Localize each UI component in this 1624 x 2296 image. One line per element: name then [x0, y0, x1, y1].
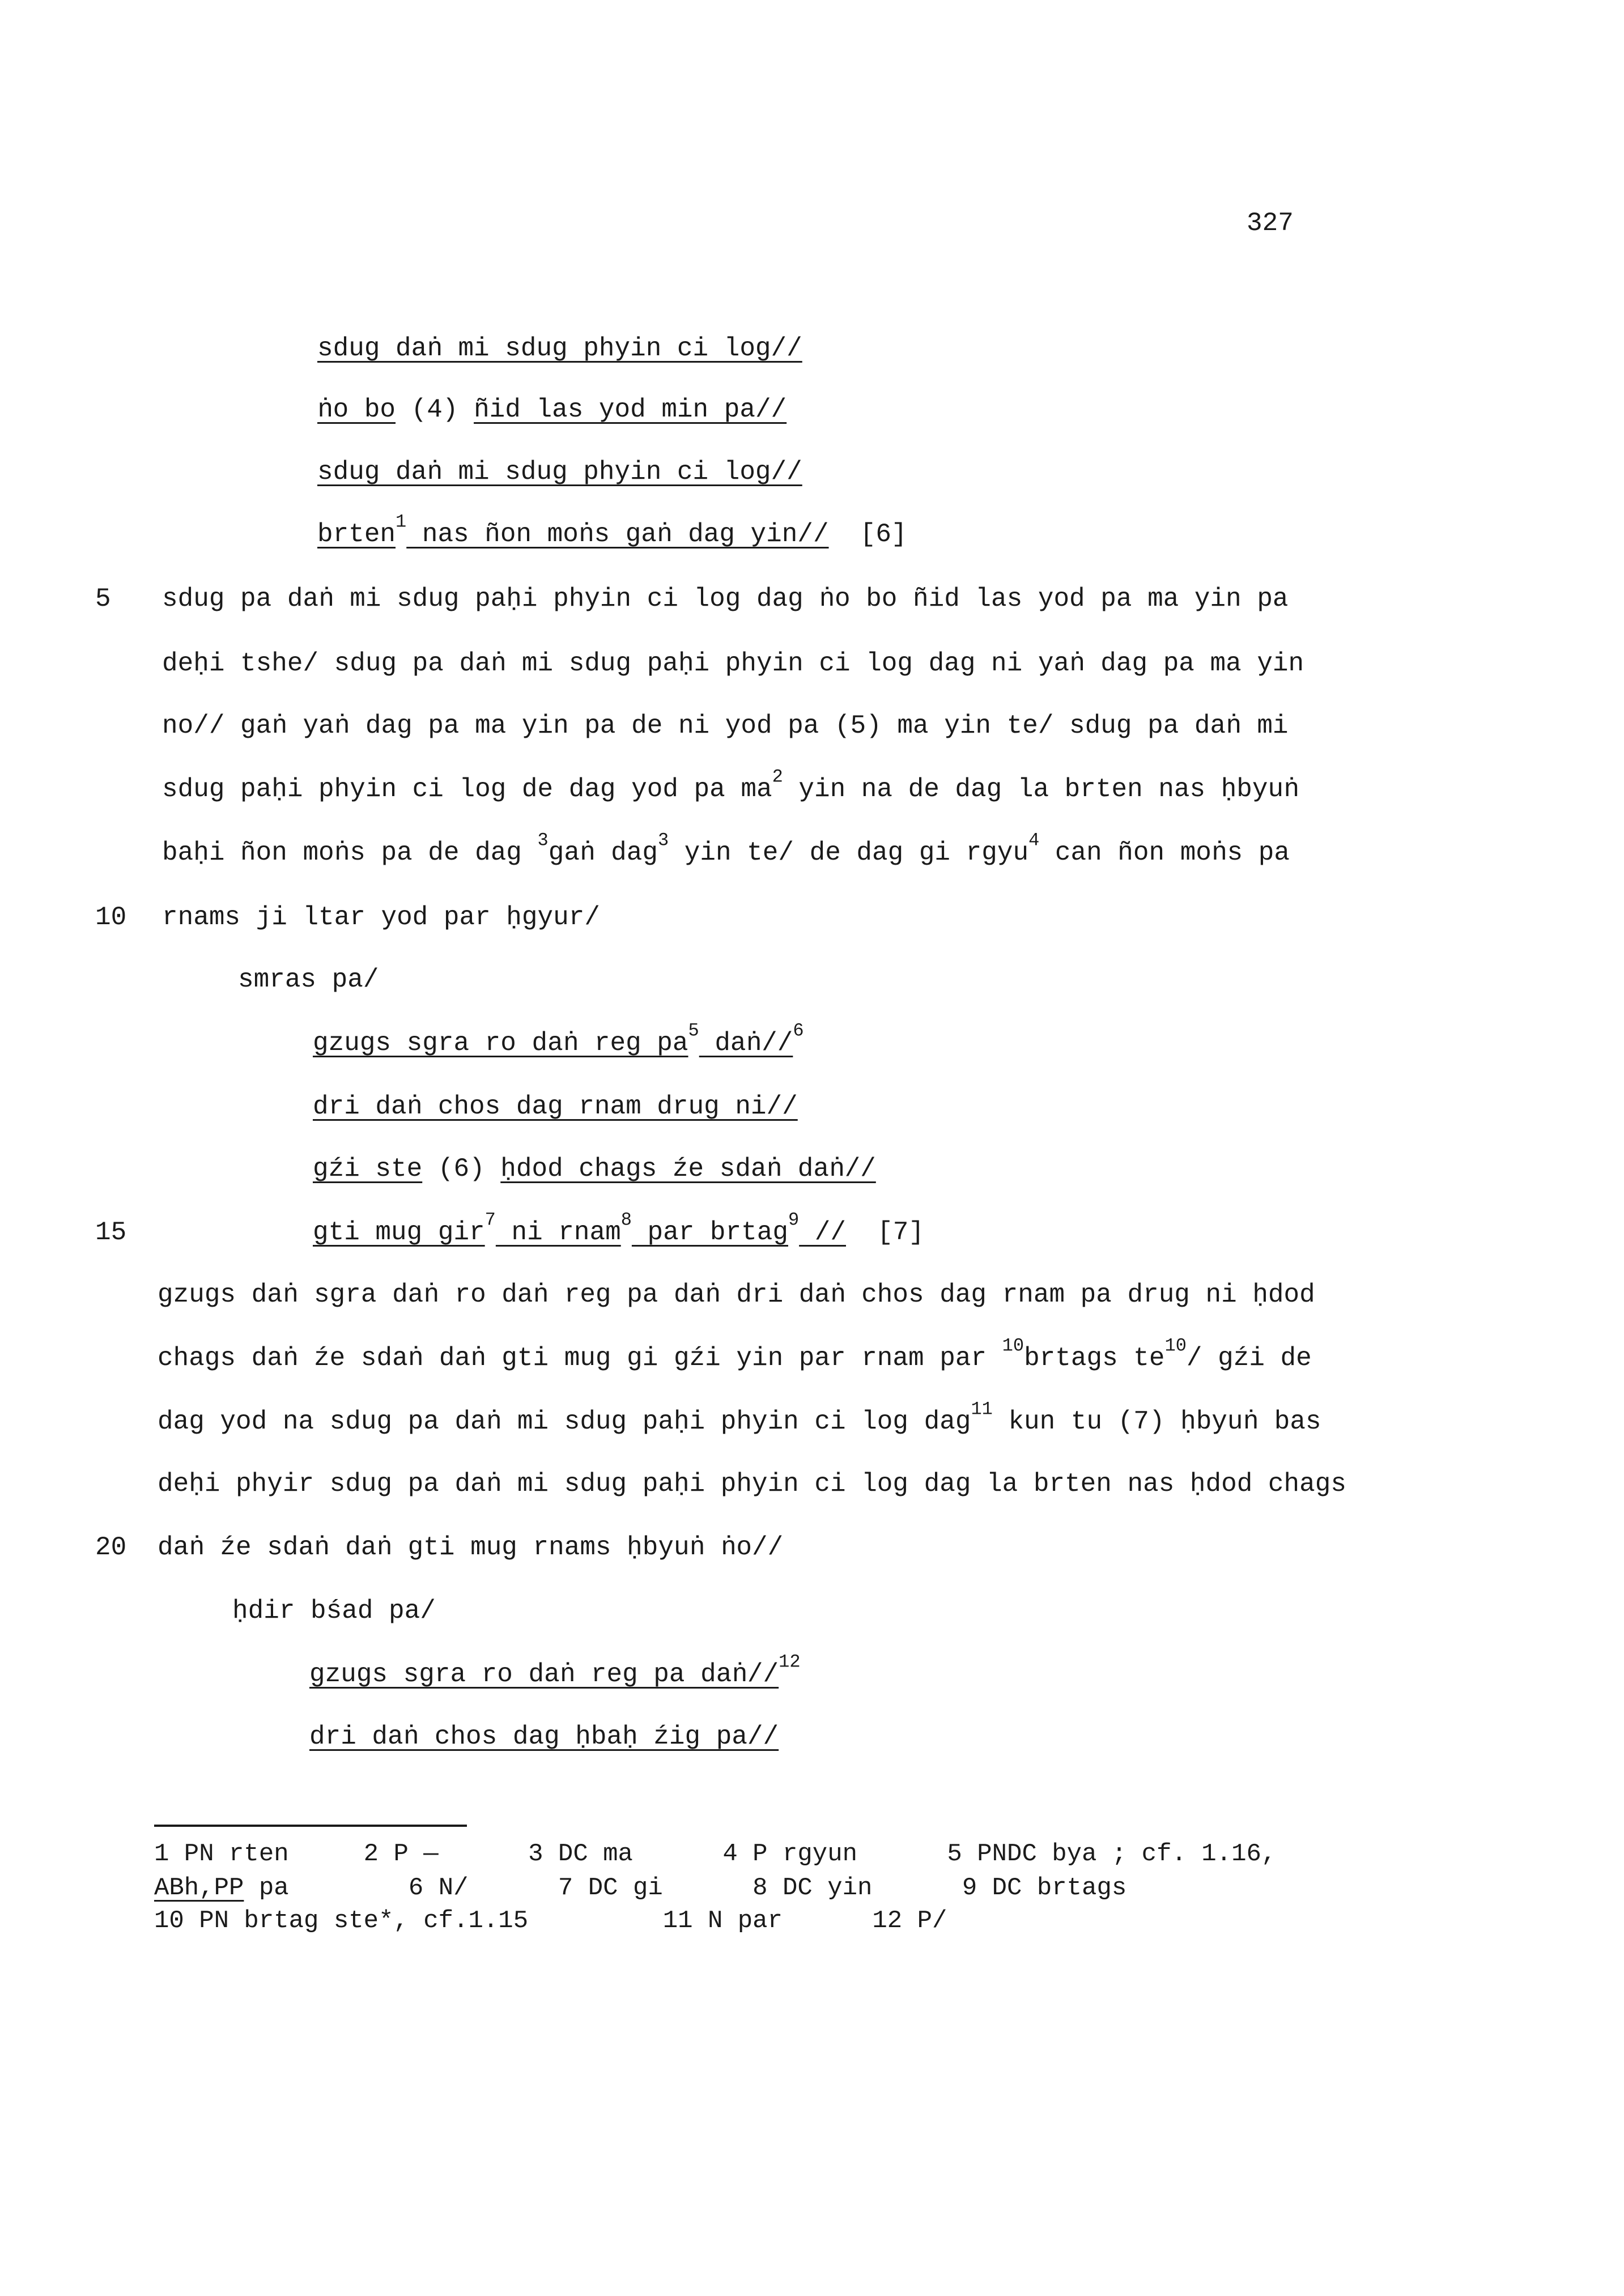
verse-line	[309, 1651, 801, 1689]
footnote-line	[154, 1908, 947, 1933]
text-segment: kun tu (7) ḥbyuṅ bas	[992, 1407, 1321, 1436]
prose-line	[158, 1471, 1346, 1497]
prose-line	[162, 713, 1289, 739]
text-segment: ABh,PP	[154, 1874, 244, 1902]
verse-line	[313, 1156, 876, 1182]
text-segment: daṅ//	[699, 1028, 793, 1058]
text-segment: 10 PN brtag ste*, cf.1.15 11 N par 12 P/	[154, 1907, 947, 1935]
text-segment: gzugs sgra ro daṅ reg pa	[313, 1028, 688, 1058]
section-heading: ḥdir bśad pa/	[232, 1596, 436, 1626]
text-segment: ḥdod chags źe sdaṅ daṅ//	[500, 1154, 876, 1184]
text-segment: dri daṅ chos dag rnam drug ni//	[313, 1092, 798, 1121]
verse-line	[317, 397, 787, 423]
text-segment: chags daṅ źe sdaṅ daṅ gti mug gi gźi yin par rnam par	[158, 1343, 1002, 1373]
footnote-line	[154, 1842, 1276, 1866]
text-segment: no// gaṅ yaṅ dag pa ma yin pa de ni yod pa (5) ma yin te/ sdug pa daṅ mi	[162, 711, 1289, 741]
footnote-marker: 11	[971, 1398, 993, 1420]
footnote-marker: 8	[620, 1209, 632, 1231]
text-segment: ṅo bo	[317, 395, 396, 424]
footnote-marker: 10	[1164, 1335, 1187, 1357]
text-segment: can ñon moṅs pa	[1039, 838, 1290, 868]
line-number: 5	[95, 584, 111, 614]
text-segment: rnams ji ltar yod par ḥgyur/	[162, 903, 600, 932]
footnote-marker: 9	[788, 1209, 800, 1231]
text-segment: brtags te	[1024, 1343, 1165, 1373]
text-segment: gzugs daṅ sgra daṅ ro daṅ reg pa daṅ dri daṅ chos dag rnam pa drug ni ḥdod	[158, 1280, 1315, 1309]
text-segment: 1 PN rten 2 P — 3 DC ma 4 P rgyun 5 PNDC bya ; cf. 1.16,	[154, 1840, 1277, 1868]
text-segment: gti mug gir	[313, 1218, 485, 1247]
text-segment: (6)	[422, 1154, 501, 1184]
text-segment: yin na de dag la brten nas ḥbyuṅ	[783, 775, 1299, 804]
text-segment: [7]	[845, 1218, 925, 1247]
page-number: 327	[1247, 209, 1294, 238]
text-segment: sdug pa daṅ mi sdug paḥi phyin ci log dag ṅo bo ñid las yod pa ma yin pa	[162, 584, 1289, 614]
prose-line	[158, 1398, 1321, 1436]
verse-line	[317, 511, 907, 549]
text-segment: sdug daṅ mi sdug phyin ci log//	[317, 334, 802, 363]
verse-line	[313, 1094, 798, 1120]
text-segment: ñid las yod min pa//	[474, 395, 787, 424]
line-number: 20	[95, 1533, 127, 1562]
footnote-marker: 3	[537, 830, 549, 851]
text-segment: gźi ste	[313, 1154, 423, 1184]
verse-line	[309, 1724, 779, 1750]
text-segment: sdug paḥi phyin ci log de dag yod pa ma	[162, 775, 772, 804]
footnote-marker: 6	[793, 1020, 804, 1041]
footnote-marker: 10	[1002, 1335, 1024, 1357]
verse-line	[317, 459, 802, 485]
text-segment: / gźi de	[1186, 1343, 1312, 1373]
footnote-marker: 3	[657, 830, 669, 851]
line-number: 10	[95, 903, 127, 932]
prose-line	[158, 1282, 1315, 1308]
text-segment: gzugs sgra ro daṅ reg pa daṅ//	[309, 1660, 779, 1689]
prose-line	[158, 1335, 1312, 1373]
text-segment: pa 6 N/ 7 DC gi 8 DC yin 9 DC brtags	[244, 1874, 1127, 1902]
prose-line	[158, 1534, 783, 1561]
prose-line	[162, 766, 1299, 804]
text-segment: ni rnam	[495, 1218, 621, 1247]
footnote-marker: 1	[396, 511, 407, 533]
text-segment: sdug daṅ mi sdug phyin ci log//	[317, 457, 802, 487]
text-segment: deḥi phyir sdug pa daṅ mi sdug paḥi phyin ci log dag la brten nas ḥdod chags	[158, 1469, 1346, 1499]
footnote-marker: 2	[772, 766, 783, 788]
text-segment: (4)	[396, 395, 474, 424]
text-segment: dri daṅ chos dag ḥbaḥ źig pa//	[309, 1722, 779, 1751]
text-segment: dag yod na sdug pa daṅ mi sdug paḥi phyin ci log dag	[158, 1407, 971, 1436]
text-segment: brten	[317, 520, 396, 549]
text-segment: par brtag	[631, 1218, 788, 1247]
footnote-marker: 12	[779, 1651, 801, 1673]
line-number: 15	[95, 1218, 127, 1247]
text-segment: daṅ źe sdaṅ daṅ gti mug rnams ḥbyuṅ ṅo//	[158, 1533, 784, 1562]
footnote-marker: 7	[484, 1209, 496, 1231]
section-heading: smras pa/	[238, 965, 379, 994]
prose-line	[162, 650, 1304, 677]
text-segment: deḥi tshe/ sdug pa daṅ mi sdug paḥi phyin ci log dag ni yaṅ dag pa ma yin	[162, 649, 1304, 678]
text-segment: yin te/ de dag gi rgyu	[669, 838, 1029, 868]
verse-line	[313, 1020, 804, 1058]
text-segment: gaṅ dag	[548, 838, 658, 868]
footnote-line	[154, 1876, 1126, 1900]
text-segment: nas ñon moṅs gaṅ dag yin//	[406, 520, 829, 549]
text-segment: //	[799, 1218, 846, 1247]
prose-line	[162, 830, 1290, 868]
text-segment: baḥi ñon moṅs pa de dag	[162, 838, 538, 868]
footnote-marker: 4	[1028, 830, 1040, 851]
text-segment: [6]	[828, 520, 907, 549]
footnote-rule	[154, 1825, 467, 1827]
prose-line	[162, 904, 600, 930]
verse-line	[313, 1209, 925, 1247]
verse-line	[317, 335, 802, 362]
footnote-marker: 5	[688, 1020, 699, 1041]
prose-line	[162, 586, 1289, 612]
